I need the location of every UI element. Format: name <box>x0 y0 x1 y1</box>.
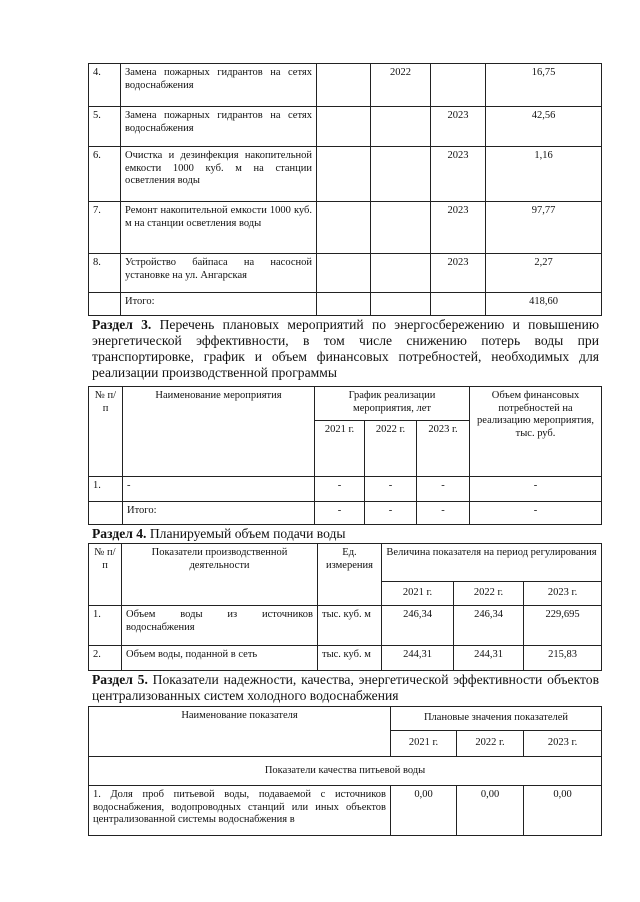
value-cell: 97,77 <box>486 202 602 254</box>
table-row <box>89 646 602 671</box>
table-row <box>89 202 602 254</box>
section-5-heading <box>92 672 599 704</box>
year-header: 2022 г. <box>365 421 417 477</box>
cell <box>89 502 123 525</box>
group-row <box>89 757 602 786</box>
num-header: № п/п <box>89 387 123 477</box>
year-cell: - <box>417 502 470 525</box>
value-cell: 246,34 <box>454 606 524 646</box>
year-cell <box>431 64 486 107</box>
total-label: Итого: <box>123 502 315 525</box>
cell <box>317 293 371 316</box>
row-num: 4. <box>89 64 121 107</box>
section-4-heading <box>92 526 599 542</box>
year-cell: 2023 <box>431 147 486 202</box>
year-cell: 2022 <box>371 64 431 107</box>
measure-name: - <box>123 477 315 502</box>
year-header: 2023 г. <box>524 582 602 606</box>
year-header: 2022 г. <box>457 731 524 757</box>
table-row <box>89 606 602 646</box>
row-num: 1. <box>89 477 123 502</box>
total-label: Итого: <box>121 293 317 316</box>
unit-cell: тыс. куб. м <box>318 646 382 671</box>
total-value: 418,60 <box>486 293 602 316</box>
year-cell: 2023 <box>431 202 486 254</box>
section-3-heading <box>92 317 599 381</box>
year-cell: - <box>315 477 365 502</box>
header-row <box>89 387 602 421</box>
year-header: 2023 г. <box>417 421 470 477</box>
indicator-name: Объем воды, поданной в сеть <box>122 646 318 671</box>
year-cell: 2023 <box>431 254 486 293</box>
measure-name: Устройство байпаса на насосной установке на ул. Ангарская <box>121 254 317 293</box>
volume-cell: - <box>470 502 602 525</box>
measures-table <box>88 63 602 316</box>
value-cell: 16,75 <box>486 64 602 107</box>
indicator-name: 1. Доля проб питьевой воды, подаваемой с источников водоснабжения, водопроводных станций или иных объектов централизованной системы водоснабжения в <box>89 786 391 836</box>
value-cell: 2,27 <box>486 254 602 293</box>
unit-cell: тыс. куб. м <box>318 606 382 646</box>
name-header: Наименование мероприятия <box>123 387 315 477</box>
header-row <box>89 707 602 731</box>
cell <box>317 254 371 293</box>
cell <box>317 202 371 254</box>
value-cell: 229,695 <box>524 606 602 646</box>
measure-name: Замена пожарных гидрантов на сетях водоснабжения <box>121 107 317 147</box>
section-3-text: Перечень плановых мероприятий по энергосбережению и повышению энергетической эффективности, в том числе снижению потерь воды при транспортировке, график и объем финансовых потребностей, необходимых для реализации производственной программы <box>92 317 599 380</box>
row-num: 6. <box>89 147 121 202</box>
cell <box>431 293 486 316</box>
header-row <box>89 544 602 582</box>
cell <box>317 64 371 107</box>
plan-header: Плановые значения показателей <box>391 707 602 731</box>
table-row <box>89 477 602 502</box>
measure-name: Очистка и дезинфекция накопительной емкости 1000 куб. м на станции осветления воды <box>121 147 317 202</box>
measure-name: Замена пожарных гидрантов на сетях водоснабжения <box>121 64 317 107</box>
year-cell <box>371 147 431 202</box>
year-cell <box>371 107 431 147</box>
indicator-name: Объем воды из источников водоснабжения <box>122 606 318 646</box>
table-row <box>89 107 602 147</box>
table-row <box>89 786 602 836</box>
water-supply-table <box>88 543 602 671</box>
group-label: Показатели качества питьевой воды <box>89 757 602 786</box>
table-row <box>89 147 602 202</box>
total-row <box>89 293 602 316</box>
value-cell: 0,00 <box>391 786 457 836</box>
cell <box>89 293 121 316</box>
energy-saving-table <box>88 386 602 525</box>
name-header: Показатели производственной деятельности <box>122 544 318 606</box>
row-num: 8. <box>89 254 121 293</box>
section-3-label: Раздел 3. <box>92 317 152 332</box>
section-4-label: Раздел 4. <box>92 526 147 541</box>
value-cell: 0,00 <box>457 786 524 836</box>
year-cell: 2023 <box>431 107 486 147</box>
year-header: 2023 г. <box>524 731 602 757</box>
cell <box>371 293 431 316</box>
value-header: Величина показателя на период регулирования <box>382 544 602 582</box>
row-num: 7. <box>89 202 121 254</box>
year-header: 2021 г. <box>315 421 365 477</box>
value-cell: 1,16 <box>486 147 602 202</box>
row-num: 1. <box>89 606 122 646</box>
table-row <box>89 254 602 293</box>
value-cell: 244,31 <box>454 646 524 671</box>
volume-cell: - <box>470 477 602 502</box>
year-header: 2021 г. <box>382 582 454 606</box>
row-num: 5. <box>89 107 121 147</box>
value-cell: 244,31 <box>382 646 454 671</box>
year-cell: - <box>365 477 417 502</box>
year-cell: - <box>417 477 470 502</box>
cell <box>317 107 371 147</box>
total-row <box>89 502 602 525</box>
year-cell <box>371 254 431 293</box>
row-num: 2. <box>89 646 122 671</box>
year-cell: - <box>315 502 365 525</box>
volume-header: Объем финансовых потребностей на реализацию мероприятия, тыс. руб. <box>470 387 602 477</box>
cell <box>317 147 371 202</box>
section-5-label: Раздел 5. <box>92 672 148 687</box>
indicators-table <box>88 706 602 836</box>
section-5-text: Показатели надежности, качества, энергетической эффективности объектов централизованных систем холодного водоснабжения <box>92 672 599 703</box>
measure-name: Ремонт накопительной емкости 1000 куб. м на станции осветления воды <box>121 202 317 254</box>
year-cell <box>371 202 431 254</box>
value-cell: 215,83 <box>524 646 602 671</box>
year-header: 2022 г. <box>454 582 524 606</box>
section-4-text: Планируемый объем подачи воды <box>149 526 346 541</box>
year-cell: - <box>365 502 417 525</box>
num-header: № п/п <box>89 544 122 606</box>
table-row <box>89 64 602 107</box>
value-cell: 0,00 <box>524 786 602 836</box>
schedule-header: График реализации мероприятия, лет <box>315 387 470 421</box>
name-header: Наименование показателя <box>89 707 391 757</box>
unit-header: Ед. измерения <box>318 544 382 606</box>
value-cell: 42,56 <box>486 107 602 147</box>
year-header: 2021 г. <box>391 731 457 757</box>
value-cell: 246,34 <box>382 606 454 646</box>
